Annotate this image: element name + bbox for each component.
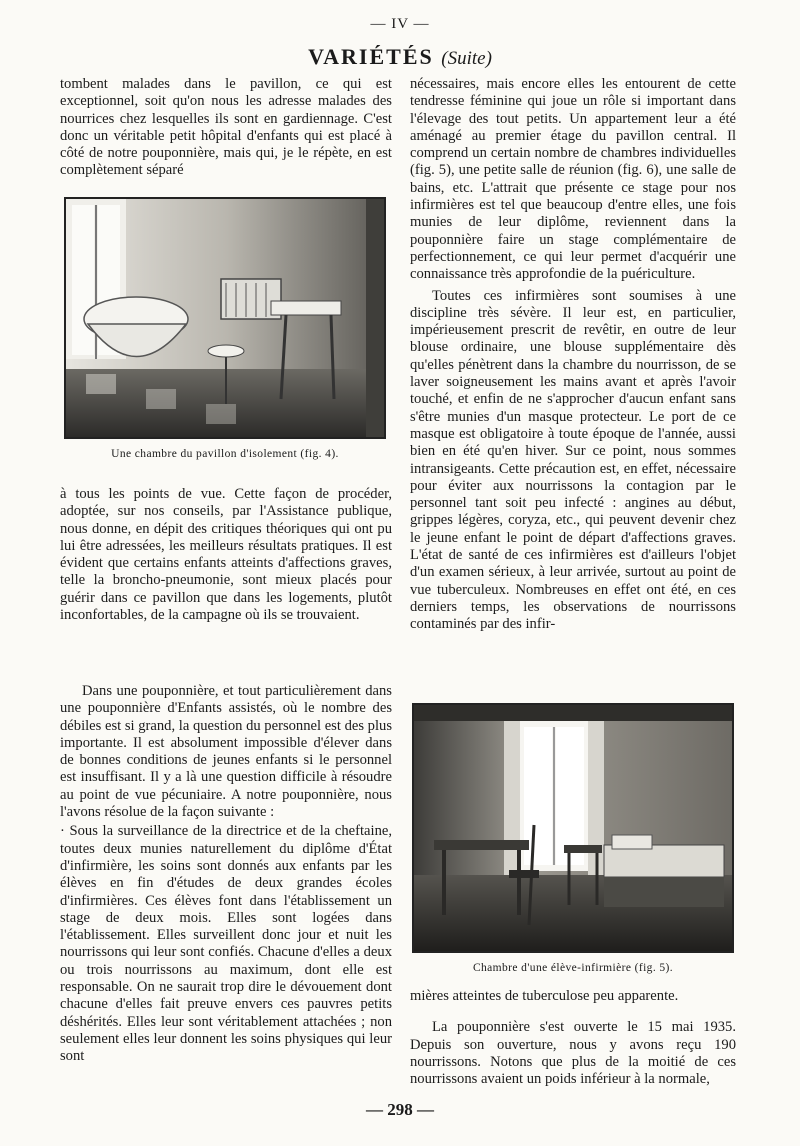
left-paragraph-2: à tous les points de vue. Cette façon de procéder, adoptée, sur nos conseils, par l'Assistance publique, nous donne, en dépit des critiques théoriques qui ont pu lui être adressées, les meilleurs résultats pratiques. Il est évident que certains enfants atteints d'affections graves, telle la broncho-pneumonie, sont mieux placés pour guérir dans ce pavillon que dans les logements, plutôt inconfortables, de la campagne où ils se trouvaient. bbox=[60, 486, 392, 624]
left-column-top bbox=[60, 76, 392, 180]
right-paragraph-1: nécessaires, mais encore elles les entourent de cette tendresse féminine qui joue un rôle si important dans l'élevage des tout petits. Un appartement leur a été aménagé au premier étage du pavillon central. Il comprend un certain nombre de chambres individuelles (fig. 5), une petite salle de réunion (fig. 6), une salle de bains, etc. L'attrait que présente ce stage pour nos infirmières est tel que beaucoup d'entre elles, une fois munies de leur diplôme, reviennent dans la pouponnière faire un stage complémentaire de perfectionnement, ce qui leur permet d'acquérir une connaissance très approfondie de la puériculture. bbox=[410, 76, 736, 283]
left-paragraph-1: tombent malades dans le pavillon, ce qui est exceptionnel, soit qu'on nous les adresse malades des nourrices chez lesquelles ils sont en gardiennage. C'est donc un véritable petit hôpital d'enfants qui est placé à côté de notre pouponnière, mais qui, je le répète, en est complètement séparé bbox=[60, 76, 392, 179]
left-paragraph-3: Dans une pouponnière, et tout particulièrement dans une pouponnière d'Enfants assistés, où le nombre des débiles est si grand, la question du personnel est des plus importante. Il est absolument impossible d'élever dans de bonnes conditions de jeunes enfants si le personnel est insuffisant. Il y a là une question difficile à résoudre au point de vue pécuniaire. A notre pouponnière, nous l'avons résolue de la façon suivante : bbox=[60, 683, 392, 821]
photo-student-nurse-room bbox=[412, 703, 734, 953]
figure-5-caption: Chambre d'une élève-infirmière (fig. 5). bbox=[472, 962, 674, 974]
section-title-text: VARIÉTÉS bbox=[308, 44, 434, 69]
left-column-middle bbox=[60, 486, 392, 624]
right-column-top bbox=[410, 76, 736, 634]
figure-4-caption: Une chambre du pavillon d'isolement (fig. 4). bbox=[111, 448, 339, 460]
figure-4 bbox=[64, 197, 386, 460]
photo-student-nurse-room-illustration bbox=[414, 705, 734, 951]
figure-5 bbox=[412, 703, 734, 974]
section-title-suite: (Suite) bbox=[441, 48, 492, 69]
section-title bbox=[0, 44, 800, 70]
photo-isolation-room bbox=[64, 197, 386, 439]
right-paragraph-2: Toutes ces infirmières sont soumises à une discipline très sévère. Il leur est, en particulier, impérieusement prescrit de revêtir, en outre de leur blouse ordinaire, une blouse supplémentaire dès qu'elles pénètrent dans la chambre du nourrisson, de se laver soigneusement les mains avant et après l'avoir touché, et enfin de ne s'approcher d'aucun enfant sans s'être munies d'un masque protecteur. Le port de ce masque est obligatoire à toute époque de l'année, aussi bien en été qu'en hiver. Sur ce point, nous sommes intransigeants. Cette précaution est, en effet, nécessaire pour éviter aux nourrissons la contagion par le personnel tant soit peu infecté : angines au début, grippes légères, coryza, etc., qui peuvent devenir chez le jeune enfant le point de départ d'affections graves. L'état de santé de ces infirmières est d'ailleurs l'objet d'un examen sérieux, à leur arrivée, surtout au point de vue tuberculeux. Nombreuses en effet ont été, en ces derniers temps, les observations de nourrissons contaminés par des infir- bbox=[410, 287, 736, 633]
page-number-roman: — IV — bbox=[370, 16, 430, 32]
left-column-bottom bbox=[60, 683, 392, 1066]
right-paragraph-3: mières atteintes de tuberculose peu apparente. bbox=[410, 988, 679, 1004]
left-paragraph-4: · Sous la surveillance de la directrice et de la cheftaine, toutes deux munies naturellement du diplôme d'État d'infirmière, les soins sont donnés aux enfants par les élèves en fin d'études de deux grandes écoles d'infirmières. Ces élèves font dans l'établissement un stage de deux mois. Elles sont logées dans l'établissement. Elles surveillent donc jour et nuit les nourrissons qui leur sont confiés. Chacune d'elles a deux ou trois nourrissons au maximum, dont elle est responsable. On ne saurait trop dire le dévouement dont chacune d'elles fait preuve envers ces pauvres petits déshérités. Elles leur sont véritablement attachées ; non seulement elles leur donnent les soins physiques qui leur sont bbox=[60, 823, 392, 1065]
photo-isolation-room-illustration bbox=[66, 199, 386, 437]
right-paragraph-4: La pouponnière s'est ouverte le 15 mai 1935. Depuis son ouverture, nous y avons reçu 190 nourrissons. Notons que plus de la moitié de ces nourrissons avaient un poids inférieur à la normale, bbox=[410, 1019, 736, 1088]
right-column-bottom bbox=[410, 988, 736, 1088]
page-number: — 298 — bbox=[366, 1100, 434, 1119]
